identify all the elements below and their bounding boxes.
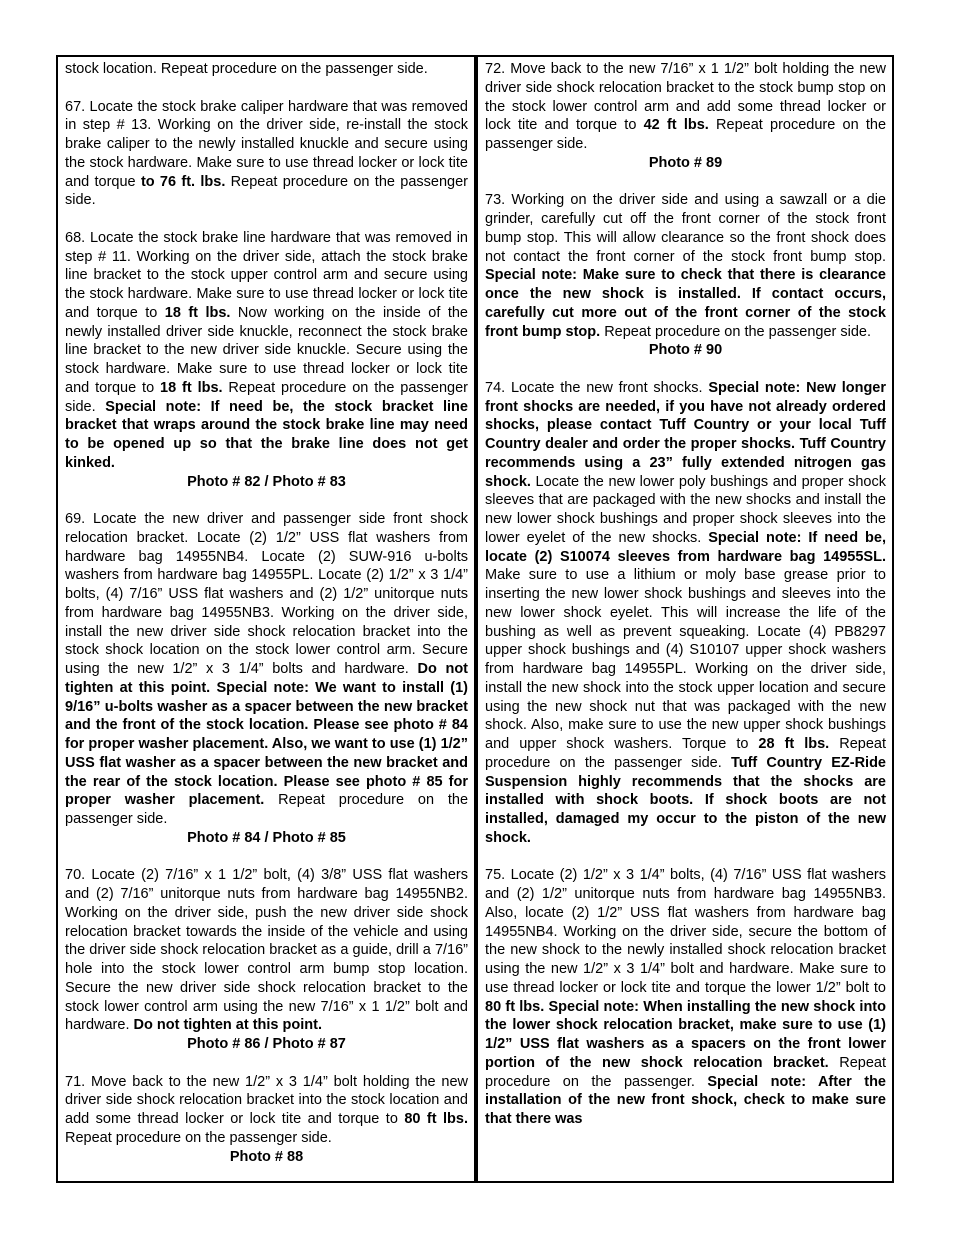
bold-text: Special note: If need be, the stock bracket line bracket that wraps around the stock brake line may need to be opened up so that the brake line does not get kinked. (65, 398, 468, 471)
bold-text: Special note: New longer front shocks are needed, if you have not already ordered shocks, please contact Tuff Country or your local Tuff Country dealer and order the proper shocks. Tuff Country recommends using a 23” fully extended nitrogen gas shock. (485, 379, 887, 490)
step-paragraph-s67 (65, 98, 468, 211)
step-paragraph-s68 (65, 229, 468, 473)
step-paragraph-s69 (65, 510, 468, 829)
body-text: 72. Move back to the new 7/16” x 1 1/2” bolt holding the new driver side shock relocation bracket to the stock bump stop on the stock lower control arm and add some thread locker or lock tite and torque to (485, 61, 886, 134)
bold-text: 18 ft lbs. (164, 304, 231, 321)
bold-text: Tuff Country EZ-Ride Suspension highly recommends that the shocks are installed with shock boots. If shock boots are not installed, damaged my occur to the piston of the new shock. (485, 754, 886, 846)
paragraph-spacer (65, 1054, 468, 1073)
bold-text: Special note: If need be, locate (2) S10074 sleeves from hardware bag 14955SL. (485, 529, 886, 565)
body-text: stock location. Repeat procedure on the passenger side. (65, 61, 428, 77)
body-text: Make sure to use a lithium or moly base grease prior to inserting the new lower shock bushings and sleeves into the new lower shock eyelet. This will increase the life of the bushing as well as prevent squeaking. Locate (4) PB8297 upper shock bushings and (4) S10107 upper shock washers from hardware bag 14955PL. Working on the driver side, install the new shock into the stock upper location and secure using the new shock nut that was packaged with the new shock. Also, make sure to use the new upper shock bushings and upper shock washers. Torque to (485, 567, 886, 752)
photo-reference: Photo # 90 (648, 342, 723, 359)
bold-text: Special note: Make sure to check that there is clearance once the new shock is installed. If contact occurs, carefully cut more out of the front corner of the stock front bump stop. (485, 267, 886, 340)
body-text: Now working on the inside of the newly installed driver side knuckle, reconnect the stock brake line bracket to the new driver side knuckle. Secure using the stock hardware. Make sure to use thread locker or lock tite and torque to (65, 304, 468, 396)
body-text: Repeat procedure on the passenger. (485, 1054, 886, 1090)
body-text: Locate the new lower poly bushings and proper shock sleeves that are packaged with the new shocks and install the new lower shock bushings and proper shock sleeves into the lower eyelet of the new shocks. (485, 473, 886, 546)
body-text: Repeat procedure on the passenger side. (65, 1129, 332, 1146)
bold-text: 42 ft lbs. (643, 117, 709, 134)
step-paragraph-s73 (485, 191, 886, 341)
body-text: 67. Locate the stock brake caliper hardware that was removed in step # 13. Working on the driver side, re-install the stock brake caliper to the newly installed knuckle and secure using the stock hardware. Make sure to use thread locker or lock tite and torque (65, 98, 468, 190)
body-text: Repeat procedure on the passenger side. (600, 323, 872, 340)
photo-reference: Photo # 86 / Photo # 87 (187, 1036, 346, 1052)
body-text: Repeat procedure on the passenger side. (65, 173, 468, 209)
body-text: 74. Locate the new front shocks. (485, 379, 709, 396)
bold-text: 80 ft lbs. Special note: When installing the new shock into the lower shock relocation bracket, make sure to use (1) 1/2” USS flat washers as a spacers on the front lower portion of the new shock relocation bracket. (485, 998, 886, 1071)
step-paragraph-s75 (485, 866, 886, 1129)
bold-text: Do not tighten at this point. Special note: We want to install (1) 9/16” u-bolts washer as a spacer between the new bracket and the front of the stock location. Please see photo # 84 for proper washer placement. Also, we want to use (1) 1/2” USS flat washer as a spacer between the new bracket and the rear of the stock location. Please see photo # 85 for proper washer placement. (65, 661, 469, 809)
bold-text: 28 ft lbs. (758, 736, 830, 752)
photo-reference: Photo # 82 / Photo # 83 (187, 473, 346, 490)
photo-reference: Photo # 84 / Photo # 85 (187, 829, 346, 846)
bold-text: to 76 ft. lbs. (140, 173, 226, 190)
photo-reference: Photo # 89 (648, 154, 723, 171)
body-text: 68. Locate the stock brake line hardware that was removed in step # 11. Working on the driver side, attach the stock brake line bracket to the stock upper control arm and secure using the stock hardware. Make sure to use thread locker or lock tite and torque to (65, 229, 468, 321)
right-column (478, 57, 892, 1181)
body-text: Repeat procedure on the passenger side. (485, 117, 887, 152)
body-text: Repeat procedure on the passenger side. (485, 736, 886, 771)
body-text: 75. Locate (2) 1/2” x 3 1/4” bolts, (4) 7/16” USS flat washers and (2) 1/2” unitorque nuts from hardware bag 14955NB3. Also, locate (2) 1/2” USS flat washers from hardware bag 14955NB4. Working on the driver side, secure the bottom of the new shock to the newly installed shock relocation bracket using the new 1/2” x 3 1/4” bolt and hardware. Make sure to use thread locker or lock tite and torque the lower 1/2” bolt to (485, 867, 886, 996)
step-paragraph-s71 (65, 1073, 468, 1148)
instruction-page-frame (56, 55, 894, 1183)
paragraph-spacer (65, 491, 468, 510)
body-text: Repeat procedure on the passenger side. (65, 379, 468, 415)
step-paragraph-s72 (485, 60, 886, 154)
body-text: 71. Move back to the new 1/2” x 3 1/4” bolt holding the new driver side shock relocation bracket into the stock location and add some thread locker or lock tite and torque to (65, 1073, 468, 1127)
left-column (58, 57, 478, 1181)
body-text: 73. Working on the driver side and using a sawzall or a die grinder, carefully cut off the front corner of the stock front bump stop. This will allow clearance so the front shock does not contact the front corner of the stock front bump stop. (485, 192, 886, 265)
bold-text: Special note: After the installation of the new front shock, check to make sure that there was (485, 1073, 886, 1127)
bold-text: Do not tighten at this point. (133, 1017, 322, 1034)
photo-reference: Photo # 88 (229, 1148, 304, 1165)
bold-text: 18 ft lbs. (160, 379, 223, 396)
step-paragraph-s74 (485, 379, 886, 848)
body-text: Repeat procedure on the passenger side. (65, 792, 469, 827)
bold-text: 80 ft lbs. (404, 1111, 468, 1127)
body-text: 69. Locate the new driver and passenger side front shock relocation bracket. Locate (2) 1/2” USS flat washers from hardware bag 14955NB4. Locate (2) SUW-916 u-bolts washers from hardware bag 14955PL. Locate (2) 1/2” x 3 1/4” bolts, (4) 7/16” USS flat washers and (2) 1/2” unitorque nuts from hardware bag 14955NB3. Working on the driver side, install the new driver side shock relocation bracket into the stock shock location on the stock lower control arm. Secure using the new 1/2” x 3 1/4” bolts and hardware. (65, 511, 468, 677)
body-text: 70. Locate (2) 7/16” x 1 1/2” bolt, (4) 3/8” USS flat washers and (2) 7/16” unitorque nuts from hardware bag 14955NB2. Working on the driver side, push the new driver side shock relocation bracket towards the inside of the vehicle and using the driver side shock relocation bracket as a guide, drill a 7/16” hole into the stock lower control arm bump stop location. Secure the new driver side shock relocation bracket to the stock lower control arm using the new 7/16” x 1 1/2” bolt and hardware. (65, 867, 468, 1034)
paragraph-spacer (485, 360, 886, 379)
paragraph-spacer (65, 848, 468, 867)
step-paragraph-s70 (65, 866, 468, 1035)
paragraph-spacer (65, 1166, 468, 1181)
step-paragraph-cont (65, 60, 468, 79)
paragraph-spacer (485, 173, 886, 192)
